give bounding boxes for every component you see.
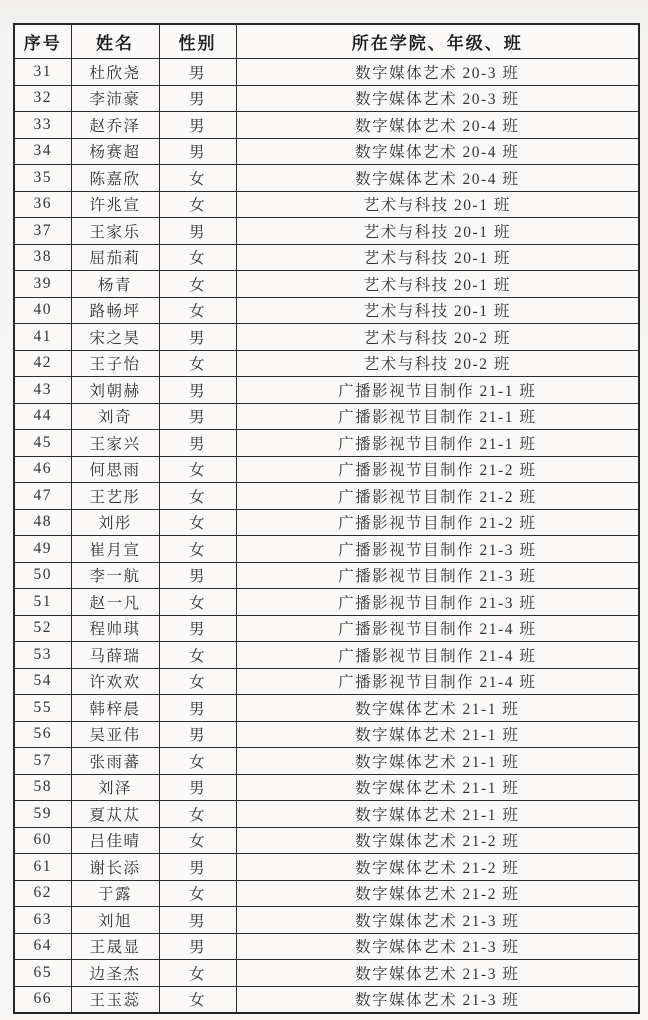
student-name-cell: 杜欣尧 xyxy=(71,59,159,86)
student-name-cell: 李一航 xyxy=(71,562,159,589)
row-index-cell: 61 xyxy=(14,854,71,881)
class-cell: 数字媒体艺术 21-1 班 xyxy=(236,721,639,748)
student-name-cell: 路畅坪 xyxy=(71,297,159,324)
table-row xyxy=(14,430,639,457)
student-name-cell: 许欢欢 xyxy=(71,668,159,695)
row-index-cell: 52 xyxy=(14,615,71,642)
student-name-cell: 刘朝赫 xyxy=(71,377,159,404)
student-name-cell: 韩梓晨 xyxy=(71,695,159,722)
row-index-cell: 47 xyxy=(14,483,71,510)
table-row xyxy=(14,642,639,669)
student-name-cell: 赵一凡 xyxy=(71,589,159,616)
class-cell: 广播影视节目制作 21-2 班 xyxy=(236,509,639,536)
class-cell: 广播影视节目制作 21-3 班 xyxy=(236,562,639,589)
class-cell: 数字媒体艺术 21-3 班 xyxy=(236,986,639,1013)
table-row xyxy=(14,297,639,324)
row-index-cell: 64 xyxy=(14,933,71,960)
class-cell: 广播影视节目制作 21-1 班 xyxy=(236,403,639,430)
table-row xyxy=(14,165,639,192)
student-name-cell: 刘彤 xyxy=(71,509,159,536)
class-cell: 数字媒体艺术 21-1 班 xyxy=(236,695,639,722)
gender-cell: 女 xyxy=(159,350,236,377)
row-index-cell: 59 xyxy=(14,801,71,828)
gender-cell: 男 xyxy=(159,85,236,112)
table-row xyxy=(14,112,639,139)
gender-cell: 女 xyxy=(159,827,236,854)
row-index-cell: 38 xyxy=(14,244,71,271)
table-row xyxy=(14,456,639,483)
table-row xyxy=(14,562,639,589)
class-cell: 艺术与科技 20-1 班 xyxy=(236,244,639,271)
table-row xyxy=(14,244,639,271)
class-cell: 数字媒体艺术 20-4 班 xyxy=(236,138,639,165)
gender-cell: 男 xyxy=(159,377,236,404)
gender-cell: 女 xyxy=(159,801,236,828)
row-index-cell: 34 xyxy=(14,138,71,165)
class-cell: 数字媒体艺术 21-1 班 xyxy=(236,774,639,801)
table-row xyxy=(14,933,639,960)
student-name-cell: 王艺彤 xyxy=(71,483,159,510)
class-cell: 广播影视节目制作 21-3 班 xyxy=(236,589,639,616)
gender-cell: 男 xyxy=(159,403,236,430)
table-row xyxy=(14,138,639,165)
class-cell: 广播影视节目制作 21-4 班 xyxy=(236,642,639,669)
class-cell: 数字媒体艺术 20-4 班 xyxy=(236,165,639,192)
student-roster-table xyxy=(13,23,640,1014)
student-name-cell: 吴亚伟 xyxy=(71,721,159,748)
student-name-cell: 杨青 xyxy=(71,271,159,298)
student-name-cell: 崔月宣 xyxy=(71,536,159,563)
table-row xyxy=(14,191,639,218)
student-name-cell: 屈茄莉 xyxy=(71,244,159,271)
row-index-cell: 40 xyxy=(14,297,71,324)
class-cell: 数字媒体艺术 20-4 班 xyxy=(236,112,639,139)
table-row xyxy=(14,589,639,616)
student-name-cell: 谢长添 xyxy=(71,854,159,881)
table-row xyxy=(14,774,639,801)
table-row xyxy=(14,324,639,351)
student-table-body xyxy=(14,59,639,1014)
class-cell: 广播影视节目制作 21-4 班 xyxy=(236,668,639,695)
row-index-cell: 57 xyxy=(14,748,71,775)
gender-cell: 男 xyxy=(159,324,236,351)
student-name-cell: 陈嘉欣 xyxy=(71,165,159,192)
table-row xyxy=(14,748,639,775)
class-cell: 广播影视节目制作 21-3 班 xyxy=(236,536,639,563)
gender-cell: 男 xyxy=(159,774,236,801)
gender-cell: 男 xyxy=(159,854,236,881)
row-index-cell: 31 xyxy=(14,59,71,86)
class-cell: 数字媒体艺术 21-2 班 xyxy=(236,827,639,854)
class-cell: 艺术与科技 20-1 班 xyxy=(236,191,639,218)
table-row xyxy=(14,85,639,112)
table-row xyxy=(14,403,639,430)
student-name-cell: 边圣杰 xyxy=(71,960,159,987)
gender-cell: 女 xyxy=(159,271,236,298)
gender-cell: 男 xyxy=(159,218,236,245)
row-index-cell: 44 xyxy=(14,403,71,430)
gender-cell: 女 xyxy=(159,589,236,616)
row-index-cell: 36 xyxy=(14,191,71,218)
gender-cell: 女 xyxy=(159,668,236,695)
class-cell: 艺术与科技 20-1 班 xyxy=(236,297,639,324)
row-index-cell: 45 xyxy=(14,430,71,457)
table-row xyxy=(14,986,639,1013)
table-row xyxy=(14,271,639,298)
column-header-name: 姓名 xyxy=(71,24,159,59)
gender-cell: 男 xyxy=(159,562,236,589)
gender-cell: 男 xyxy=(159,138,236,165)
gender-cell: 男 xyxy=(159,430,236,457)
row-index-cell: 53 xyxy=(14,642,71,669)
row-index-cell: 33 xyxy=(14,112,71,139)
class-cell: 数字媒体艺术 21-2 班 xyxy=(236,880,639,907)
table-row xyxy=(14,801,639,828)
table-row xyxy=(14,668,639,695)
row-index-cell: 46 xyxy=(14,456,71,483)
student-name-cell: 于露 xyxy=(71,880,159,907)
student-name-cell: 李沛豪 xyxy=(71,85,159,112)
student-name-cell: 吕佳晴 xyxy=(71,827,159,854)
table-row xyxy=(14,960,639,987)
gender-cell: 男 xyxy=(159,907,236,934)
table-row xyxy=(14,721,639,748)
student-name-cell: 宋之昊 xyxy=(71,324,159,351)
class-cell: 数字媒体艺术 21-1 班 xyxy=(236,748,639,775)
row-index-cell: 48 xyxy=(14,509,71,536)
row-index-cell: 56 xyxy=(14,721,71,748)
gender-cell: 男 xyxy=(159,695,236,722)
table-row xyxy=(14,377,639,404)
gender-cell: 女 xyxy=(159,456,236,483)
class-cell: 艺术与科技 20-2 班 xyxy=(236,350,639,377)
table-row xyxy=(14,827,639,854)
row-index-cell: 66 xyxy=(14,986,71,1013)
student-name-cell: 王子怡 xyxy=(71,350,159,377)
class-cell: 广播影视节目制作 21-1 班 xyxy=(236,377,639,404)
class-cell: 艺术与科技 20-1 班 xyxy=(236,218,639,245)
row-index-cell: 43 xyxy=(14,377,71,404)
gender-cell: 女 xyxy=(159,165,236,192)
class-cell: 艺术与科技 20-1 班 xyxy=(236,271,639,298)
student-name-cell: 刘奇 xyxy=(71,403,159,430)
gender-cell: 女 xyxy=(159,960,236,987)
row-index-cell: 42 xyxy=(14,350,71,377)
table-row xyxy=(14,509,639,536)
column-header-gender: 性别 xyxy=(159,24,236,59)
class-cell: 广播影视节目制作 21-2 班 xyxy=(236,456,639,483)
student-name-cell: 王晟显 xyxy=(71,933,159,960)
column-header-index: 序号 xyxy=(14,24,71,59)
student-name-cell: 张雨蕃 xyxy=(71,748,159,775)
row-index-cell: 32 xyxy=(14,85,71,112)
table-row xyxy=(14,695,639,722)
table-row xyxy=(14,483,639,510)
class-cell: 数字媒体艺术 21-3 班 xyxy=(236,960,639,987)
row-index-cell: 60 xyxy=(14,827,71,854)
student-name-cell: 王玉蕊 xyxy=(71,986,159,1013)
student-name-cell: 王家乐 xyxy=(71,218,159,245)
gender-cell: 男 xyxy=(159,721,236,748)
gender-cell: 男 xyxy=(159,112,236,139)
class-cell: 数字媒体艺术 21-3 班 xyxy=(236,907,639,934)
class-cell: 广播影视节目制作 21-2 班 xyxy=(236,483,639,510)
table-row xyxy=(14,218,639,245)
class-cell: 广播影视节目制作 21-1 班 xyxy=(236,430,639,457)
table-row xyxy=(14,350,639,377)
gender-cell: 女 xyxy=(159,483,236,510)
row-index-cell: 50 xyxy=(14,562,71,589)
table-header xyxy=(14,24,639,59)
row-index-cell: 35 xyxy=(14,165,71,192)
gender-cell: 男 xyxy=(159,59,236,86)
table-row xyxy=(14,907,639,934)
student-name-cell: 赵乔泽 xyxy=(71,112,159,139)
gender-cell: 女 xyxy=(159,748,236,775)
student-name-cell: 杨赛超 xyxy=(71,138,159,165)
header-row xyxy=(14,24,639,59)
gender-cell: 女 xyxy=(159,509,236,536)
gender-cell: 女 xyxy=(159,986,236,1013)
class-cell: 数字媒体艺术 20-3 班 xyxy=(236,85,639,112)
gender-cell: 女 xyxy=(159,297,236,324)
gender-cell: 女 xyxy=(159,244,236,271)
class-cell: 艺术与科技 20-2 班 xyxy=(236,324,639,351)
row-index-cell: 37 xyxy=(14,218,71,245)
class-cell: 数字媒体艺术 21-2 班 xyxy=(236,854,639,881)
row-index-cell: 49 xyxy=(14,536,71,563)
student-name-cell: 许兆宣 xyxy=(71,191,159,218)
row-index-cell: 41 xyxy=(14,324,71,351)
row-index-cell: 65 xyxy=(14,960,71,987)
row-index-cell: 62 xyxy=(14,880,71,907)
class-cell: 数字媒体艺术 20-3 班 xyxy=(236,59,639,86)
gender-cell: 女 xyxy=(159,191,236,218)
table-row xyxy=(14,615,639,642)
gender-cell: 男 xyxy=(159,615,236,642)
table-row xyxy=(14,59,639,86)
gender-cell: 女 xyxy=(159,880,236,907)
student-name-cell: 程帅琪 xyxy=(71,615,159,642)
column-header-class: 所在学院、年级、班 xyxy=(236,24,639,59)
student-name-cell: 马薛瑞 xyxy=(71,642,159,669)
student-name-cell: 王家兴 xyxy=(71,430,159,457)
class-cell: 数字媒体艺术 21-3 班 xyxy=(236,933,639,960)
row-index-cell: 54 xyxy=(14,668,71,695)
class-cell: 广播影视节目制作 21-4 班 xyxy=(236,615,639,642)
table-row xyxy=(14,536,639,563)
gender-cell: 女 xyxy=(159,642,236,669)
row-index-cell: 63 xyxy=(14,907,71,934)
table-row xyxy=(14,880,639,907)
gender-cell: 男 xyxy=(159,933,236,960)
class-cell: 数字媒体艺术 21-1 班 xyxy=(236,801,639,828)
row-index-cell: 55 xyxy=(14,695,71,722)
student-name-cell: 刘泽 xyxy=(71,774,159,801)
student-name-cell: 何思雨 xyxy=(71,456,159,483)
student-name-cell: 刘旭 xyxy=(71,907,159,934)
row-index-cell: 51 xyxy=(14,589,71,616)
row-index-cell: 58 xyxy=(14,774,71,801)
table-row xyxy=(14,854,639,881)
gender-cell: 女 xyxy=(159,536,236,563)
student-name-cell: 夏苁苁 xyxy=(71,801,159,828)
row-index-cell: 39 xyxy=(14,271,71,298)
